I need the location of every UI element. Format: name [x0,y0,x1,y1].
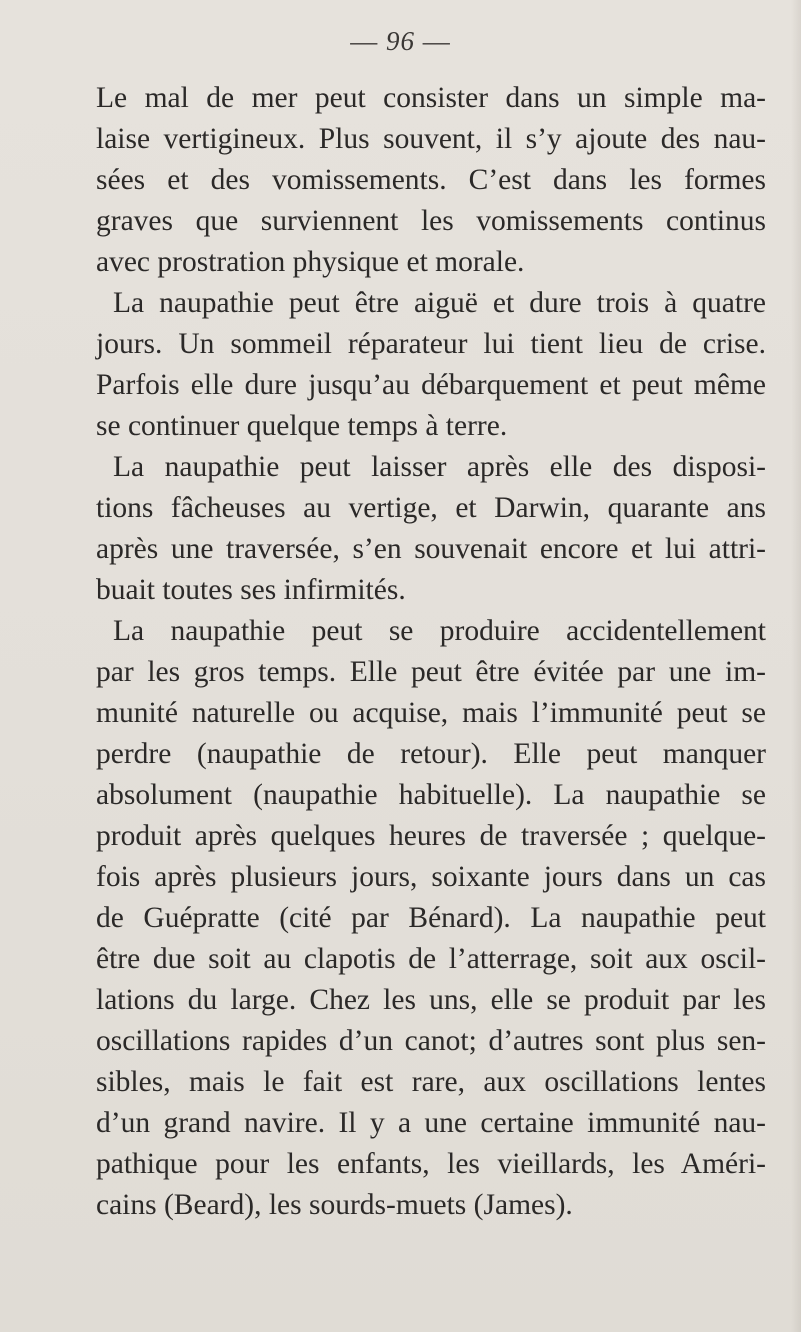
text-line: après une traversée, s’en souvenait encore et lui attri- [96,533,766,565]
text-line: buait toutes ses infirmités. [96,574,406,606]
text-line: absolument (naupathie habituelle). La naupathie se [96,779,766,811]
text-line: munité naturelle ou acquise, mais l’immunité peut se [96,697,766,729]
text-line: La naupathie peut laisser après elle des disposi- [113,451,766,483]
text-line: se continuer quelque temps à terre. [96,410,508,442]
page-number-prefix: — [350,26,379,56]
text-line: avec prostration physique et morale. [96,246,525,278]
text-line: produit après quelques heures de traversée ; quelque- [96,820,766,852]
text-line: être due soit au clapotis de l’atterrage, soit aux oscil- [96,943,766,975]
text-line: oscillations rapides d’un canot; d’autres sont plus sen- [96,1025,766,1057]
text-line: fois après plusieurs jours, soixante jours dans un cas [96,861,766,893]
text-line: de Guépratte (cité par Bénard). La naupathie peut [96,902,766,934]
text-line: perdre (naupathie de retour). Elle peut manquer [96,738,766,770]
text-line: La naupathie peut se produire accidentellement [113,615,766,647]
text-line: sibles, mais le fait est rare, aux oscillations lentes [96,1066,766,1098]
text-line: Le mal de mer peut consister dans un simple ma- [96,82,766,114]
text-line: La naupathie peut être aiguë et dure trois à quatre [113,287,766,319]
body-text [96,78,766,1226]
page-edge-shadow [791,0,801,1332]
text-line: sées et des vomissements. C’est dans les formes [96,164,766,196]
text-line: par les gros temps. Elle peut être évitée par une im- [96,656,766,688]
page-number-suffix: — [422,26,451,56]
text-line: pathique pour les enfants, les vieillards, les Améri- [96,1148,766,1180]
text-line: Parfois elle dure jusqu’au débarquement et peut même [96,369,766,401]
page-number [0,26,801,57]
text-line: tions fâcheuses au vertige, et Darwin, quarante ans [96,492,766,524]
text-line: cains (Beard), les sourds-muets (James). [96,1189,573,1221]
text-line: d’un grand navire. Il y a une certaine immunité nau- [96,1107,766,1139]
text-line: laise vertigineux. Plus souvent, il s’y ajoute des nau- [96,123,766,155]
page-number-value: 96 [386,26,415,56]
text-line: graves que surviennent les vomissements continus [96,205,766,237]
text-line: lations du large. Chez les uns, elle se produit par les [96,984,766,1016]
text-line: jours. Un sommeil réparateur lui tient lieu de crise. [96,328,766,360]
